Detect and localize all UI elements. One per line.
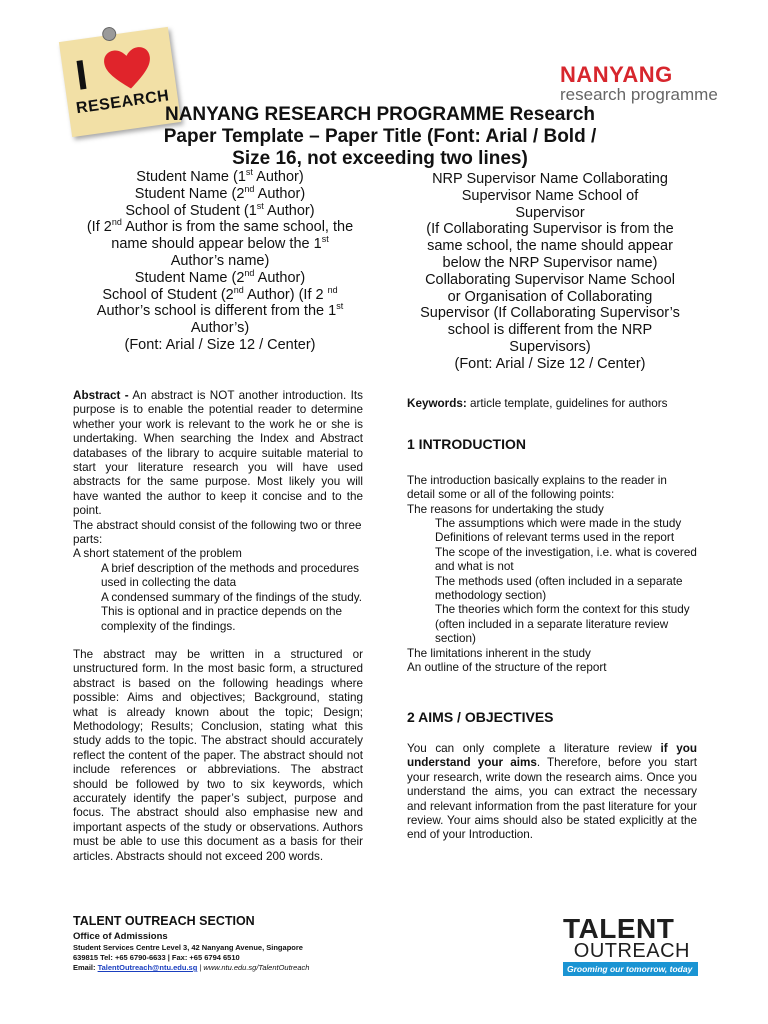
- paper-title: [100, 104, 660, 170]
- aims-heading: 2 AIMS / OBJECTIVES: [407, 708, 554, 725]
- supervisor-line: Supervisor (If Collaborating Supervisor’s: [420, 305, 680, 322]
- list-item: The limitations inherent in the study: [407, 646, 591, 660]
- list-item: A condensed summary of the findings of the study. This is optional and in practice depends on the complexity of the findings.: [101, 590, 362, 633]
- list-item: An outline of the structure of the report: [407, 661, 607, 675]
- abstract-section: [73, 389, 363, 864]
- keywords: Keywords: article template, guidelines for authors: [407, 397, 668, 410]
- supervisor-line: below the NRP Supervisor name): [442, 254, 658, 271]
- footer-contact: [73, 914, 393, 973]
- abstract-label: Abstract -: [73, 389, 129, 402]
- intro-paragraph: The introduction basically explains to the reader in detail some or all of the following points:: [407, 473, 667, 502]
- title-line: NANYANG RESEARCH PROGRAMME Research: [164, 104, 596, 125]
- list-item: A brief description of the methods and procedures used in collecting the data: [101, 561, 359, 590]
- abstract-paragraph: The abstract should consist of the following two or three parts:: [73, 518, 362, 547]
- logo-research-text: RESEARCH: [75, 87, 171, 118]
- footer-office: Office of Admissions: [73, 931, 168, 942]
- supervisor-line: or Organisation of Collaborating: [447, 288, 653, 305]
- pin-icon: [101, 26, 117, 42]
- footer-email-line: Email: TalentOutreach@ntu.edu.sg | www.ntu.edu.sg/TalentOutreach: [73, 963, 310, 972]
- author-line: School of Student (1st Author): [125, 200, 315, 219]
- tagline-banner: Grooming our tomorrow, today: [563, 962, 698, 976]
- student-authors-block: [70, 169, 370, 354]
- supervisor-line: NRP Supervisor Name Collaborating: [432, 171, 668, 187]
- author-line: School of Student (2nd Author) (If 2 $^{nd}$: [102, 284, 338, 303]
- email-link[interactable]: TalentOutreach@ntu.edu.sg: [97, 963, 198, 972]
- supervisor-line: Supervisor Name School of: [461, 187, 639, 204]
- body-right-column: [407, 397, 697, 843]
- talent-text: TALENT: [563, 913, 675, 944]
- author-line: Author’s school is different from the 1st: [96, 301, 344, 320]
- logo-i-text: I: [72, 50, 91, 99]
- author-line: name should appear below the 1st: [111, 234, 329, 253]
- abstract-paragraph: Abstract - An abstract is NOT another introduction. Its purpose is to enable the potential reader to determine whether your work is relevant to the work he or she is undertaking. When searching the Index and Abstract databases of the library to acquire suitable material to start your literature research you will have used abstracts for the same purpose. Most likely you will have wanted the author to keep it concise and to the point.: [73, 389, 363, 518]
- list-item: The methods used (often included in a separate methodology section): [435, 574, 683, 603]
- supervisor-block: [400, 171, 700, 373]
- footer-section-title: TALENT OUTREACH SECTION: [73, 914, 255, 928]
- heart-icon: [100, 43, 156, 94]
- nanyang-logo: [560, 64, 725, 103]
- list-item: A short statement of the problem: [73, 547, 242, 561]
- author-line: Author’s): [190, 320, 250, 337]
- supervisor-line: school is different from the NRP: [447, 322, 653, 339]
- supervisor-font-note: (Font: Arial / Size 12 / Center): [454, 355, 646, 372]
- supervisor-line: (If Collaborating Supervisor is from the: [426, 221, 674, 238]
- supervisor-line: Supervisors): [509, 338, 591, 355]
- aims-paragraph: You can only complete a literature review if you understand your aims. Therefore, before you start your research, write down the research aims. Once you understand the aims, you can extract the necessary and relevant information from the past literature for your review. Your aims should also be stated explicitly at the end of your Introduction.: [407, 741, 697, 842]
- talent-outreach-logo: [563, 913, 698, 976]
- footer-address: Student Services Centre Level 3, 42 Nanyang Avenue, Singapore: [73, 943, 303, 952]
- list-item: The assumptions which were made in the study: [435, 517, 682, 531]
- list-item: The scope of the investigation, i.e. what is covered and what is not: [435, 545, 697, 574]
- title-line: Size 16, not exceeding two lines): [232, 148, 528, 169]
- website-link[interactable]: | www.ntu.edu.sg/TalentOutreach: [197, 963, 310, 972]
- author-line: Student Name (2nd Author): [134, 267, 306, 286]
- author-font-note: (Font: Arial / Size 12 / Center): [124, 336, 316, 353]
- author-line: Author’s name): [170, 252, 270, 269]
- introduction-heading: 1 INTRODUCTION: [407, 436, 526, 453]
- outreach-text: OUTREACH: [573, 940, 690, 962]
- list-item: Definitions of relevant terms used in the report: [435, 531, 675, 545]
- list-item: The reasons for undertaking the study: [407, 502, 604, 516]
- footer-phone: 639815 Tel: +65 6790-6633 | Fax: +65 6794 6510: [73, 953, 240, 962]
- author-line: Student Name (1st Author): [136, 167, 304, 185]
- supervisor-line: Supervisor: [515, 204, 585, 221]
- nanyang-logo-sub: research programme: [560, 85, 718, 104]
- author-line: Student Name (2nd Author): [134, 183, 306, 202]
- title-line: Paper Template – Paper Title (Font: Arial / Bold /: [163, 126, 597, 147]
- supervisor-line: Collaborating Supervisor Name School: [425, 271, 675, 288]
- author-line: (If 2nd Author is from the same school, the: [86, 217, 354, 236]
- abstract-paragraph: The abstract may be written in a structured or unstructured form. In the most basic form, a structured abstract is based on the following headings where possible: Aims and objectives; Background, stating what is already known about the topic; Design; Methodology; Results; Conclusion, stating what this study adds to the topic. The abstract should accurately reflect the content of the paper. The abstract should not include references or abbreviations. The abstract should be followed by two to six keywords, which accurately identify the paper’s subject, purpose and focus. The abstract should also emphasise new and important aspects of the study or observations. Authors must be able to use this document as a basis for their articles. Abstracts should not exceed 200 words.: [73, 647, 363, 863]
- supervisor-line: same school, the name should appear: [427, 238, 673, 255]
- list-item: The theories which form the context for this study (often included in a separate literature review section): [435, 603, 690, 646]
- nanyang-logo-name: NANYANG: [560, 62, 673, 87]
